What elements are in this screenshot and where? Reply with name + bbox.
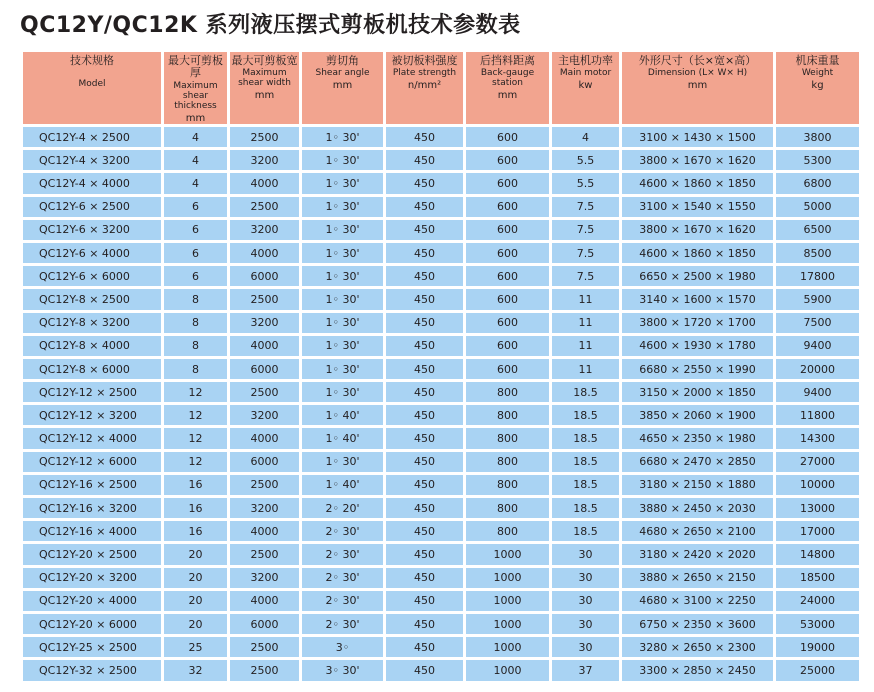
cell-plate-strength: 450	[386, 243, 463, 263]
cell-weight: 27000	[776, 452, 859, 472]
cell-plate-strength: 450	[386, 150, 463, 170]
table-row	[23, 220, 859, 240]
cell-max-thickness: 6	[164, 243, 227, 263]
header-cn: 被切板料强度	[391, 54, 458, 67]
header-cn: 剪切角	[326, 54, 359, 67]
cell-model: QC12Y-6 × 4000	[23, 243, 161, 263]
cell-model: QC12Y-12 × 3200	[23, 405, 161, 425]
table-row	[23, 336, 859, 356]
cell-plate-strength: 450	[386, 591, 463, 611]
header-main-motor	[552, 52, 619, 124]
cell-back-gauge: 800	[466, 475, 549, 495]
cell-dimension: 3800 × 1720 × 1700	[622, 313, 773, 333]
cell-weight: 9400	[776, 336, 859, 356]
cell-dimension: 3140 × 1600 × 1570	[622, 289, 773, 309]
table-row	[23, 359, 859, 379]
cell-plate-strength: 450	[386, 359, 463, 379]
header-cn: 机床重量	[795, 54, 840, 67]
cell-back-gauge: 1000	[466, 568, 549, 588]
cell-back-gauge: 1000	[466, 614, 549, 634]
cell-shear-angle: 1◦ 30'	[302, 359, 383, 379]
table-row	[23, 243, 859, 263]
cell-main-motor: 18.5	[552, 475, 619, 495]
cell-back-gauge: 800	[466, 452, 549, 472]
cell-weight: 3800	[776, 127, 859, 147]
cell-main-motor: 7.5	[552, 220, 619, 240]
cell-dimension: 3150 × 2000 × 1850	[622, 382, 773, 402]
cell-main-motor: 11	[552, 359, 619, 379]
header-unit: kw	[578, 80, 593, 92]
cell-back-gauge: 600	[466, 266, 549, 286]
cell-shear-angle: 1◦ 30'	[302, 127, 383, 147]
cell-model: QC12Y-6 × 3200	[23, 220, 161, 240]
cell-dimension: 3300 × 2850 × 2450	[622, 660, 773, 680]
cell-max-width: 4000	[230, 591, 299, 611]
cell-max-width: 2500	[230, 475, 299, 495]
cell-back-gauge: 1000	[466, 660, 549, 680]
cell-plate-strength: 450	[386, 289, 463, 309]
cell-plate-strength: 450	[386, 197, 463, 217]
cell-dimension: 3800 × 1670 × 1620	[622, 220, 773, 240]
cell-max-width: 6000	[230, 452, 299, 472]
cell-max-width: 6000	[230, 614, 299, 634]
cell-max-thickness: 8	[164, 359, 227, 379]
header-unit: mm	[332, 80, 353, 92]
cell-model: QC12Y-16 × 2500	[23, 475, 161, 495]
cell-weight: 14800	[776, 544, 859, 564]
cell-plate-strength: 450	[386, 637, 463, 657]
cell-shear-angle: 1◦ 30'	[302, 150, 383, 170]
cell-shear-angle: 1◦ 30'	[302, 289, 383, 309]
cell-back-gauge: 800	[466, 521, 549, 541]
header-unit: mm	[497, 90, 518, 102]
cell-dimension: 3100 × 1540 × 1550	[622, 197, 773, 217]
cell-model: QC12Y-16 × 4000	[23, 521, 161, 541]
cell-plate-strength: 450	[386, 475, 463, 495]
page-title: QC12Y/QC12K 系列液压摆式剪板机技术参数表	[20, 13, 521, 38]
header-dimension	[622, 52, 773, 124]
table-row	[23, 452, 859, 472]
cell-dimension: 4600 × 1860 × 1850	[622, 173, 773, 193]
cell-back-gauge: 600	[466, 359, 549, 379]
table-row	[23, 173, 859, 193]
cell-max-thickness: 32	[164, 660, 227, 680]
header-cn: 最大可剪板宽	[231, 54, 298, 67]
cell-max-thickness: 20	[164, 614, 227, 634]
cell-dimension: 4680 × 3100 × 2250	[622, 591, 773, 611]
cell-model: QC12Y-12 × 4000	[23, 428, 161, 448]
cell-max-thickness: 12	[164, 452, 227, 472]
cell-back-gauge: 800	[466, 382, 549, 402]
cell-shear-angle: 1◦ 30'	[302, 382, 383, 402]
cell-dimension: 3800 × 1670 × 1620	[622, 150, 773, 170]
cell-shear-angle: 1◦ 40'	[302, 475, 383, 495]
cell-model: QC12Y-25 × 2500	[23, 637, 161, 657]
cell-dimension: 4600 × 1860 × 1850	[622, 243, 773, 263]
header-unit: kg	[811, 80, 824, 92]
cell-max-thickness: 8	[164, 289, 227, 309]
cell-back-gauge: 1000	[466, 637, 549, 657]
cell-max-thickness: 16	[164, 475, 227, 495]
cell-main-motor: 30	[552, 637, 619, 657]
cell-model: QC12Y-12 × 2500	[23, 382, 161, 402]
header-en: Shear angle	[315, 68, 370, 79]
cell-plate-strength: 450	[386, 660, 463, 680]
cell-main-motor: 30	[552, 591, 619, 611]
cell-dimension: 3180 × 2420 × 2020	[622, 544, 773, 564]
cell-shear-angle: 2◦ 30'	[302, 614, 383, 634]
cell-max-thickness: 8	[164, 313, 227, 333]
cell-max-thickness: 6	[164, 197, 227, 217]
header-cn: 技术规格	[70, 54, 114, 67]
cell-model: QC12Y-8 × 2500	[23, 289, 161, 309]
cell-main-motor: 7.5	[552, 197, 619, 217]
cell-max-width: 4000	[230, 336, 299, 356]
cell-model: QC12Y-4 × 4000	[23, 173, 161, 193]
header-en: Maximum shear width	[238, 68, 291, 89]
cell-back-gauge: 600	[466, 243, 549, 263]
header-unit: mm	[185, 112, 206, 124]
cell-dimension: 3880 × 2450 × 2030	[622, 498, 773, 518]
cell-back-gauge: 600	[466, 173, 549, 193]
cell-weight: 25000	[776, 660, 859, 680]
table-row	[23, 150, 859, 170]
cell-plate-strength: 450	[386, 127, 463, 147]
cell-main-motor: 5.5	[552, 173, 619, 193]
cell-dimension: 3180 × 2150 × 1880	[622, 475, 773, 495]
table-row	[23, 498, 859, 518]
table-row	[23, 197, 859, 217]
cell-max-width: 2500	[230, 127, 299, 147]
table-row	[23, 591, 859, 611]
table-row	[23, 428, 859, 448]
cell-max-width: 4000	[230, 243, 299, 263]
table-row	[23, 289, 859, 309]
cell-main-motor: 18.5	[552, 382, 619, 402]
cell-shear-angle: 2◦ 20'	[302, 498, 383, 518]
cell-max-width: 2500	[230, 660, 299, 680]
cell-main-motor: 30	[552, 568, 619, 588]
cell-max-thickness: 6	[164, 266, 227, 286]
cell-weight: 10000	[776, 475, 859, 495]
cell-shear-angle: 1◦ 40'	[302, 428, 383, 448]
cell-max-thickness: 20	[164, 544, 227, 564]
header-en: Plate strength	[392, 68, 457, 79]
cell-dimension: 6650 × 2500 × 1980	[622, 266, 773, 286]
cell-weight: 19000	[776, 637, 859, 657]
cell-back-gauge: 1000	[466, 591, 549, 611]
cell-main-motor: 5.5	[552, 150, 619, 170]
header-cn: 最大可剪板厚	[168, 54, 223, 80]
cell-plate-strength: 450	[386, 521, 463, 541]
cell-model: QC12Y-20 × 6000	[23, 614, 161, 634]
header-shear-angle	[302, 52, 383, 124]
table-row	[23, 382, 859, 402]
cell-back-gauge: 600	[466, 150, 549, 170]
cell-max-thickness: 20	[164, 591, 227, 611]
cell-main-motor: 4	[552, 127, 619, 147]
cell-weight: 5300	[776, 150, 859, 170]
table-row	[23, 266, 859, 286]
cell-back-gauge: 600	[466, 127, 549, 147]
header-weight	[776, 52, 859, 124]
cell-weight: 17800	[776, 266, 859, 286]
spec-table	[20, 49, 862, 684]
cell-weight: 7500	[776, 313, 859, 333]
cell-weight: 53000	[776, 614, 859, 634]
cell-model: QC12Y-4 × 3200	[23, 150, 161, 170]
cell-back-gauge: 600	[466, 336, 549, 356]
cell-main-motor: 37	[552, 660, 619, 680]
cell-main-motor: 18.5	[552, 521, 619, 541]
cell-main-motor: 11	[552, 336, 619, 356]
cell-weight: 18500	[776, 568, 859, 588]
cell-max-width: 3200	[230, 313, 299, 333]
cell-shear-angle: 2◦ 30'	[302, 591, 383, 611]
header-unit: n/mm²	[407, 80, 442, 92]
cell-shear-angle: 1◦ 30'	[302, 173, 383, 193]
cell-plate-strength: 450	[386, 220, 463, 240]
cell-model: QC12Y-20 × 3200	[23, 568, 161, 588]
cell-dimension: 3850 × 2060 × 1900	[622, 405, 773, 425]
cell-main-motor: 30	[552, 614, 619, 634]
cell-shear-angle: 2◦ 30'	[302, 568, 383, 588]
header-cn: 后挡料距离	[480, 54, 535, 67]
cell-shear-angle: 1◦ 30'	[302, 452, 383, 472]
cell-plate-strength: 450	[386, 382, 463, 402]
cell-shear-angle: 1◦ 30'	[302, 266, 383, 286]
cell-back-gauge: 600	[466, 197, 549, 217]
cell-shear-angle: 1◦ 30'	[302, 336, 383, 356]
cell-back-gauge: 800	[466, 405, 549, 425]
cell-dimension: 6680 × 2470 × 2850	[622, 452, 773, 472]
cell-weight: 9400	[776, 382, 859, 402]
cell-max-width: 3200	[230, 405, 299, 425]
cell-weight: 24000	[776, 591, 859, 611]
header-plate-strength	[386, 52, 463, 124]
cell-model: QC12Y-32 × 2500	[23, 660, 161, 680]
table-row	[23, 568, 859, 588]
cell-model: QC12Y-6 × 2500	[23, 197, 161, 217]
cell-max-thickness: 16	[164, 498, 227, 518]
cell-max-width: 4000	[230, 428, 299, 448]
header-max-width	[230, 52, 299, 124]
table-row	[23, 313, 859, 333]
cell-plate-strength: 450	[386, 428, 463, 448]
cell-max-width: 3200	[230, 568, 299, 588]
header-unit: mm	[687, 80, 708, 92]
cell-shear-angle: 1◦ 40'	[302, 405, 383, 425]
cell-shear-angle: 1◦ 30'	[302, 197, 383, 217]
cell-weight: 6800	[776, 173, 859, 193]
cell-max-width: 3200	[230, 150, 299, 170]
header-en: Dimension (L× W× H)	[647, 68, 748, 79]
cell-shear-angle: 1◦ 30'	[302, 220, 383, 240]
table-row	[23, 544, 859, 564]
cell-weight: 5000	[776, 197, 859, 217]
cell-max-thickness: 12	[164, 428, 227, 448]
cell-max-thickness: 16	[164, 521, 227, 541]
cell-weight: 17000	[776, 521, 859, 541]
cell-weight: 13000	[776, 498, 859, 518]
cell-plate-strength: 450	[386, 173, 463, 193]
cell-max-width: 6000	[230, 266, 299, 286]
header-en: Back-gauge station	[480, 68, 535, 89]
cell-model: QC12Y-16 × 3200	[23, 498, 161, 518]
cell-plate-strength: 450	[386, 614, 463, 634]
header-en: Model	[78, 79, 106, 90]
cell-back-gauge: 600	[466, 220, 549, 240]
cell-max-width: 2500	[230, 197, 299, 217]
header-back-gauge	[466, 52, 549, 124]
cell-plate-strength: 450	[386, 498, 463, 518]
cell-plate-strength: 450	[386, 452, 463, 472]
table-body	[23, 127, 859, 681]
cell-max-thickness: 12	[164, 382, 227, 402]
cell-shear-angle: 1◦ 30'	[302, 313, 383, 333]
header-row	[23, 52, 859, 124]
cell-dimension: 6680 × 2550 × 1990	[622, 359, 773, 379]
cell-back-gauge: 1000	[466, 544, 549, 564]
cell-max-width: 3200	[230, 498, 299, 518]
cell-max-thickness: 6	[164, 220, 227, 240]
cell-back-gauge: 600	[466, 313, 549, 333]
cell-weight: 11800	[776, 405, 859, 425]
cell-max-thickness: 12	[164, 405, 227, 425]
header-cn: 主电机功率	[558, 54, 613, 67]
cell-weight: 8500	[776, 243, 859, 263]
cell-shear-angle: 1◦ 30'	[302, 243, 383, 263]
header-model	[23, 52, 161, 124]
cell-model: QC12Y-8 × 3200	[23, 313, 161, 333]
cell-main-motor: 11	[552, 289, 619, 309]
cell-main-motor: 18.5	[552, 498, 619, 518]
cell-max-thickness: 4	[164, 127, 227, 147]
cell-dimension: 3100 × 1430 × 1500	[622, 127, 773, 147]
cell-dimension: 3280 × 2650 × 2300	[622, 637, 773, 657]
cell-shear-angle: 2◦ 30'	[302, 544, 383, 564]
cell-main-motor: 11	[552, 313, 619, 333]
cell-max-width: 2500	[230, 637, 299, 657]
cell-model: QC12Y-8 × 6000	[23, 359, 161, 379]
table-row	[23, 637, 859, 657]
cell-back-gauge: 800	[466, 428, 549, 448]
cell-plate-strength: 450	[386, 405, 463, 425]
cell-weight: 6500	[776, 220, 859, 240]
cell-max-width: 4000	[230, 521, 299, 541]
cell-dimension: 4600 × 1930 × 1780	[622, 336, 773, 356]
header-en: Weight	[801, 68, 834, 79]
cell-max-width: 2500	[230, 289, 299, 309]
cell-model: QC12Y-20 × 2500	[23, 544, 161, 564]
header-en: Main motor	[559, 68, 612, 79]
cell-max-thickness: 8	[164, 336, 227, 356]
cell-max-width: 3200	[230, 220, 299, 240]
cell-plate-strength: 450	[386, 568, 463, 588]
cell-dimension: 6750 × 2350 × 3600	[622, 614, 773, 634]
cell-main-motor: 7.5	[552, 243, 619, 263]
cell-main-motor: 7.5	[552, 266, 619, 286]
cell-max-thickness: 25	[164, 637, 227, 657]
table-row	[23, 660, 859, 680]
cell-model: QC12Y-6 × 6000	[23, 266, 161, 286]
table-row	[23, 614, 859, 634]
cell-dimension: 4680 × 2650 × 2100	[622, 521, 773, 541]
cell-max-thickness: 4	[164, 173, 227, 193]
cell-shear-angle: 3◦	[302, 637, 383, 657]
table-row	[23, 475, 859, 495]
cell-max-width: 4000	[230, 173, 299, 193]
cell-weight: 14300	[776, 428, 859, 448]
table-row	[23, 521, 859, 541]
cell-max-width: 2500	[230, 544, 299, 564]
cell-shear-angle: 3◦ 30'	[302, 660, 383, 680]
cell-dimension: 4650 × 2350 × 1980	[622, 428, 773, 448]
header-unit: mm	[254, 90, 275, 102]
cell-weight: 20000	[776, 359, 859, 379]
cell-max-thickness: 20	[164, 568, 227, 588]
cell-model: QC12Y-12 × 6000	[23, 452, 161, 472]
cell-plate-strength: 450	[386, 266, 463, 286]
cell-back-gauge: 600	[466, 289, 549, 309]
cell-main-motor: 18.5	[552, 452, 619, 472]
cell-weight: 5900	[776, 289, 859, 309]
table-row	[23, 127, 859, 147]
cell-main-motor: 18.5	[552, 428, 619, 448]
table-row	[23, 405, 859, 425]
cell-model: QC12Y-8 × 4000	[23, 336, 161, 356]
cell-plate-strength: 450	[386, 336, 463, 356]
cell-main-motor: 18.5	[552, 405, 619, 425]
cell-shear-angle: 2◦ 30'	[302, 521, 383, 541]
cell-plate-strength: 450	[386, 313, 463, 333]
cell-model: QC12Y-4 × 2500	[23, 127, 161, 147]
header-max-thickness	[164, 52, 227, 124]
cell-max-thickness: 4	[164, 150, 227, 170]
cell-max-width: 2500	[230, 382, 299, 402]
header-cn: 外形尺寸（长×宽×高）	[638, 54, 757, 67]
cell-dimension: 3880 × 2650 × 2150	[622, 568, 773, 588]
cell-back-gauge: 800	[466, 498, 549, 518]
header-en: Maximum shear thickness	[173, 80, 218, 111]
cell-plate-strength: 450	[386, 544, 463, 564]
cell-max-width: 6000	[230, 359, 299, 379]
cell-main-motor: 30	[552, 544, 619, 564]
cell-model: QC12Y-20 × 4000	[23, 591, 161, 611]
